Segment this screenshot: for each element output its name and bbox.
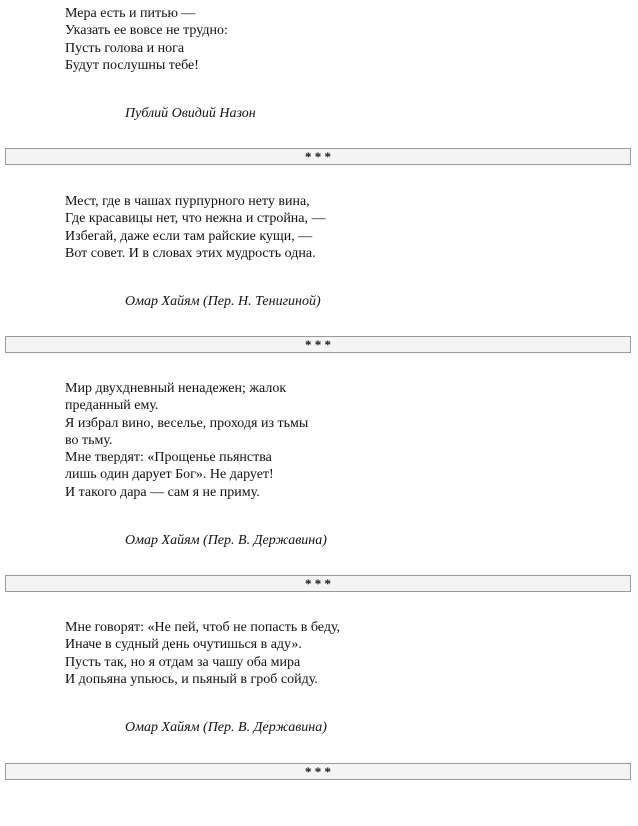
poem-line: И такого дара — сам я не приму.	[65, 484, 260, 500]
section-separator-4: * * *	[5, 763, 631, 780]
poem-line: Я избрал вино, веселье, проходя из тьмы	[65, 415, 309, 431]
poem-line: Мне говорят: «Не пей, чтоб не попасть в беду,	[65, 620, 341, 635]
poem-line: лишь один дарует Бог». Не дарует!	[65, 467, 274, 483]
poem-author-4: Омар Хайям (Пер. В. Державина)	[125, 720, 327, 735]
poem-block-2	[65, 193, 326, 262]
section-separator-2: * * *	[5, 336, 631, 353]
poem-line: Будут послушны тебе!	[65, 57, 199, 73]
poem-block-1	[65, 5, 228, 74]
section-separator-1: * * *	[5, 148, 631, 165]
poem-line: во тьму.	[65, 432, 113, 448]
section-separator-3: * * *	[5, 575, 631, 592]
poem-line: Пусть голова и нога	[65, 40, 185, 56]
poem-line: преданный ему.	[65, 398, 159, 414]
poem-line: Мне твердят: «Прощенье пьянства	[65, 450, 272, 466]
poem-block-4	[65, 619, 340, 688]
poem-line: Пусть так, но я отдам за чашу оба мира	[65, 654, 301, 670]
poem-line: Где красавицы нет, что нежна и стройна, —	[65, 211, 326, 227]
poem-line: Иначе в судный день очутишься в аду».	[65, 637, 302, 653]
poem-line: И допьяна упьюсь, и пьяный в гроб сойду.	[65, 671, 318, 687]
poem-line: Мест, где в чашах пурпурного нету вина,	[65, 194, 310, 209]
poem-line: Мера есть и питью —	[65, 6, 196, 21]
poem-author-3: Омар Хайям (Пер. В. Державина)	[125, 533, 327, 548]
poem-author-1: Публий Овидий Назон	[125, 106, 256, 121]
poem-line: Мир двухдневный ненадежен; жалок	[65, 381, 287, 396]
poem-line: Указать ее вовсе не трудно:	[65, 23, 228, 39]
poem-line: Вот совет. И в словах этих мудрость одна.	[65, 245, 316, 261]
poem-block-3	[65, 380, 308, 501]
poem-author-2: Омар Хайям (Пер. Н. Тенигиной)	[125, 294, 321, 309]
poem-line: Избегай, даже если там райские кущи, —	[65, 228, 313, 244]
